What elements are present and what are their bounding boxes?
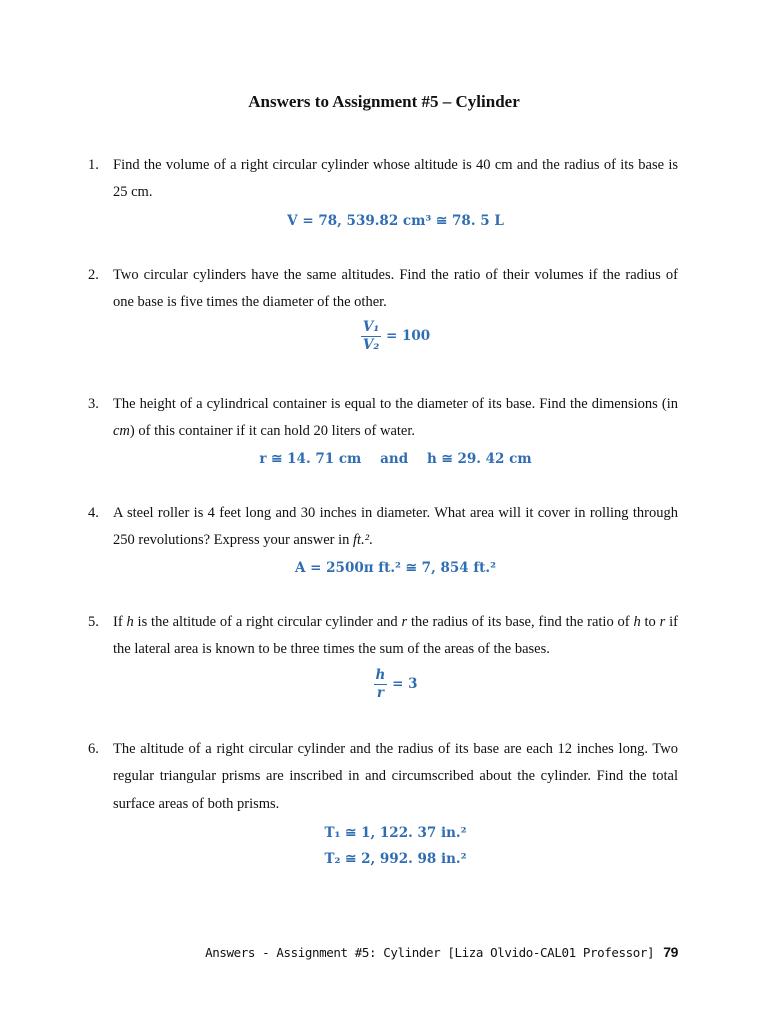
answer [113, 667, 678, 702]
question-1 [88, 152, 678, 234]
question-number: 4. [88, 505, 99, 521]
unit-ft2: ft.² [353, 532, 370, 549]
question-text: Two circular cylinders have the same altitudes. Find the ratio of their volumes if the radius of one base is five times the diameter of the other. [113, 267, 678, 311]
answer: A = 2500π ft.² ≅ 7, 854 ft.² [294, 559, 497, 576]
question-text: Find the volume of a right circular cylinder whose altitude is 40 cm and the radius of its base is 25 cm. [113, 157, 678, 201]
question-text: The height of a cylindrical container is equal to the diameter of its base. Find the dimensions (in cm) of this container if it can hold 20 liters of water. [113, 396, 678, 440]
question-2 [88, 262, 678, 354]
answer-fraction [374, 667, 388, 702]
fraction-denominator: V₂ [362, 336, 380, 353]
page-number: 79 [663, 944, 678, 960]
answer: r ≅ 14. 71 cm and h ≅ 29. 42 cm [259, 450, 532, 467]
footer-text: Answers - Assignment #5: Cylinder [Liza Olvido-CAL01 Professor] [205, 945, 655, 960]
answer-1: T₁ ≅ 1, 122. 37 in.² [324, 824, 467, 841]
page-footer [205, 944, 678, 960]
question-number: 1. [88, 157, 99, 173]
page-title: Answers to Assignment #5 – Cylinder [248, 92, 520, 111]
question-5 [88, 609, 678, 702]
question-text: The altitude of a right circular cylinder and the radius of its base are each 12 inches long. Two regular triangular prisms are inscribed in and circumscribed about the cylinder. Find the total surface areas of both prisms. [113, 741, 678, 812]
answer-value: = 100 [385, 327, 431, 344]
question-text: A steel roller is 4 feet long and 30 inches in diameter. What area will it cover in rolling through 250 revolutions? Express your answer in ft.². [113, 505, 678, 549]
question-text: If h is the altitude of a right circular cylinder and r the radius of its base, find the ratio of h to r if the lateral area is known to be three times the sum of the areas of the bases. [113, 614, 678, 658]
fraction-denominator: r [376, 684, 384, 701]
answer: V = 78, 539.82 cm³ ≅ 78. 5 L [287, 212, 504, 229]
answer-2: T₂ ≅ 2, 992. 98 in.² [324, 850, 467, 867]
fraction-numerator: h [375, 666, 386, 683]
question-4 [88, 500, 678, 581]
question-number: 2. [88, 267, 99, 283]
answer-value: = 3 [392, 675, 418, 692]
fraction-numerator: V₁ [362, 318, 380, 335]
answer [113, 319, 678, 354]
question-number: 6. [88, 741, 99, 757]
question-number: 3. [88, 396, 99, 412]
question-number: 5. [88, 614, 99, 630]
unit-cm: cm [113, 423, 130, 440]
question-6 [88, 736, 678, 872]
answer-fraction [361, 319, 381, 354]
question-3 [88, 391, 678, 472]
